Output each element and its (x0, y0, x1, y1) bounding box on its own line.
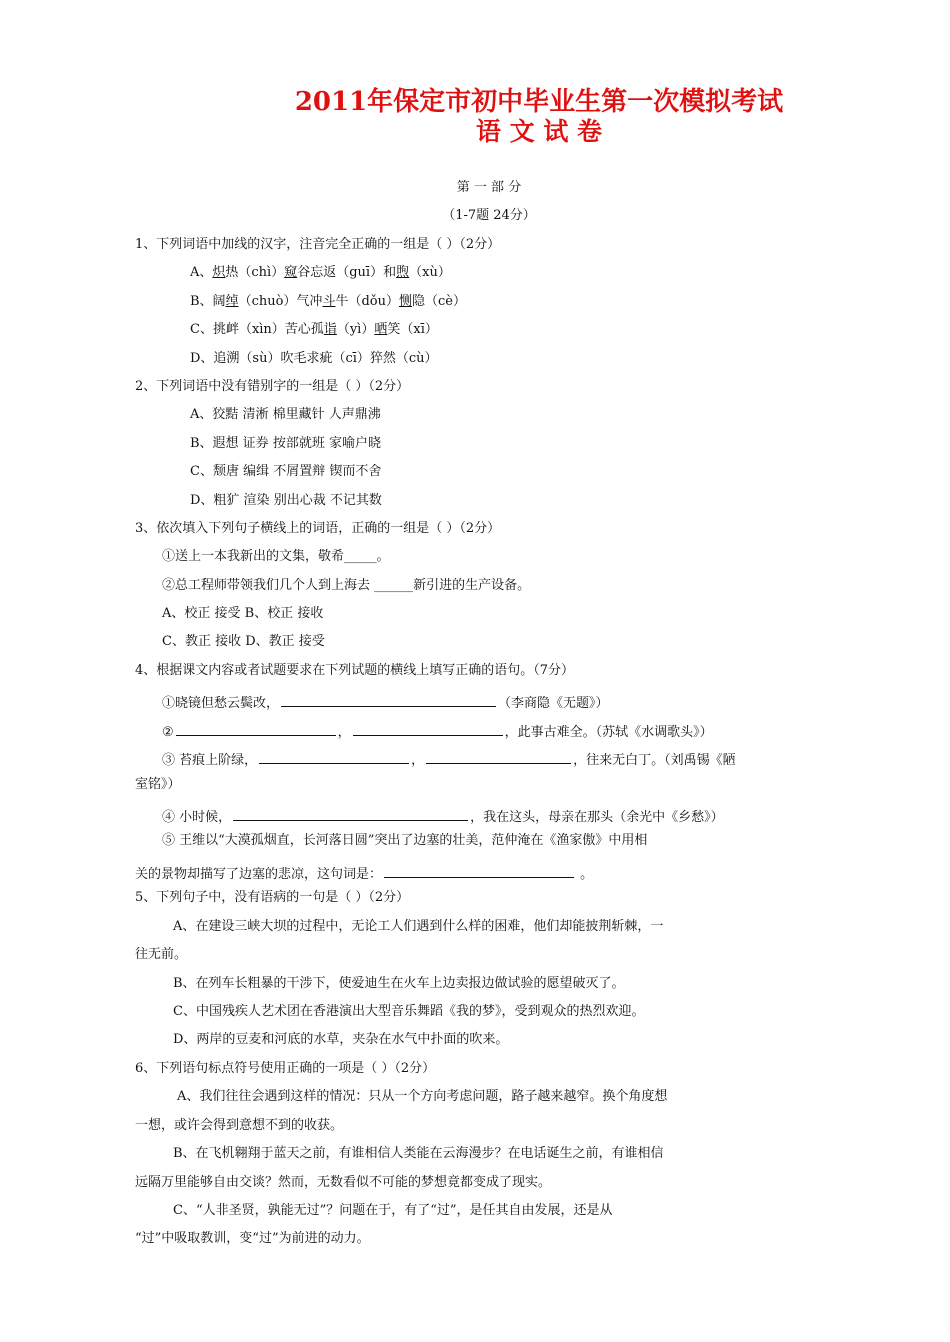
option-text: （chuò）气冲 (238, 294, 323, 309)
question-1-stem: 1、下列词语中加线的汉字，注音完全正确的一组是（ ）（2分） (135, 237, 501, 252)
question-2-option-c: C、颓唐 编缉 不屑置辩 锲而不舍 (190, 464, 382, 479)
underlined-char: 斗 (322, 294, 336, 309)
question-6-stem: 6、下列语句标点符号使用正确的一项是（ ）（2分） (135, 1061, 436, 1076)
question-4-item-3-cont: 室铭》） (135, 777, 181, 792)
part-heading: 第 一 部 分 (456, 180, 522, 195)
underlined-char: 诣 (323, 322, 337, 337)
answer-blank[interactable] (384, 859, 574, 878)
question-5-option-c: C、中国残疾人艺术团在香港演出大型音乐舞蹈《我的梦》，受到观众的热烈欢迎。 (173, 1004, 645, 1019)
item-text: ， (411, 753, 425, 768)
part-range: （1-7题 24分） (442, 208, 536, 223)
exam-subtitle: 语 文 试 卷 (475, 117, 603, 146)
option-text: 谷忘返（guī）和 (297, 265, 397, 280)
question-3-sentence-1: ①送上一本我新出的文集，敬希_____。 (162, 549, 390, 564)
question-4-item-4 (162, 802, 950, 829)
question-6-option-c-cont: “过”中吸取教训，变“过”为前进的动力。 (135, 1231, 370, 1246)
item-text: ④ 小时候， (162, 810, 232, 825)
underlined-char: 恻 (398, 294, 412, 309)
answer-blank[interactable] (426, 745, 571, 764)
item-text: ，此事古难全。（苏轼《水调歌头》） (504, 725, 713, 740)
answer-blank[interactable] (233, 802, 468, 821)
question-2-option-a: A、狡黠 清淅 棉里藏针 人声鼎沸 (190, 407, 381, 422)
answer-blank[interactable] (281, 688, 496, 707)
question-4-item-2 (162, 717, 950, 744)
item-text: （李商隐《无题》） (498, 696, 609, 711)
question-4-item-5-cont (135, 859, 950, 886)
question-3-stem: 3、依次填入下列句子横线上的词语，正确的一组是（ ）（2分） (135, 521, 501, 536)
question-4-stem: 4、根据课文内容或者试题要求在下列试题的横线上填写正确的语句。（7分） (135, 663, 575, 678)
question-5-option-d: D、两岸的豆麦和河底的水草，夹杂在水气中扑面的吹来。 (173, 1032, 509, 1047)
item-text: ② (162, 725, 174, 740)
question-6-option-b: B、在飞机翱翔于蓝天之前，有谁相信人类能在云海漫步？在电话诞生之前，有谁相信 (173, 1146, 664, 1161)
question-6-option-b-cont: 远隔万里能够自由交谈？然而，无数看似不可能的梦想竟都变成了现实。 (135, 1175, 552, 1190)
question-3-options-ab: A、校正 接受 B、校正 接收 (162, 606, 324, 621)
question-3-options-cd: C、教正 接收 D、教正 接受 (162, 634, 325, 649)
question-1-option-d: D、追溯（sù）吹毛求疵（cī）猝然（cù） (190, 351, 438, 366)
option-text: 热（chì） (225, 265, 285, 280)
question-1-option-b (190, 291, 950, 313)
item-text: 。 (576, 867, 594, 882)
question-4-item-5: ⑤ 王维以“大漠孤烟直，长河落日圆”突出了边塞的壮美，范仲淹在《渔家傲》中用相 (162, 833, 648, 848)
question-6-option-a-cont: 一想，或许会得到意想不到的收获。 (135, 1118, 344, 1133)
question-2-stem: 2、下列词语中没有错别字的一组是（ ）（2分） (135, 379, 410, 394)
option-text: 牛（dǒu） (335, 294, 399, 309)
item-text: ①晓镜但愁云鬓改， (162, 696, 280, 711)
item-text: ③ 苔痕上阶绿， (162, 753, 258, 768)
answer-blank[interactable] (353, 717, 503, 736)
underlined-char: 炽 (212, 265, 226, 280)
question-4-item-3 (162, 745, 950, 772)
option-text: B、阔 (190, 294, 226, 309)
question-5-option-b: B、在列车长粗暴的干涉下，使爱迪生在火车上边卖报边做试验的愿望破灭了。 (173, 976, 625, 991)
item-text: 关的景物却描写了边塞的悲凉，这句词是： (135, 867, 383, 882)
question-2-option-b: B、遐想 证券 按部就班 家喻户晓 (190, 436, 381, 451)
question-6-option-c: C、“人非圣贤，孰能无过”？问题在于，有了“过”，是任其自由发展，还是从 (173, 1203, 613, 1218)
option-text: C、挑衅（xìn）苦心孤 (190, 322, 324, 337)
answer-blank[interactable] (176, 717, 336, 736)
option-text: 隐（cè） (412, 294, 466, 309)
option-text: 笑（xī） (387, 322, 438, 337)
question-5-option-a: A、在建设三峡大坝的过程中，无论工人们遇到什么样的困难，他们却能披荆斩棘，一 (173, 919, 664, 934)
underlined-char: 窥 (284, 265, 298, 280)
question-5-option-a-cont: 往无前。 (135, 947, 188, 962)
option-text: （yì） (336, 322, 375, 337)
underlined-char: 哂 (374, 322, 388, 337)
question-1-option-a (190, 262, 950, 284)
question-5-stem: 5、下列句子中，没有语病的一句是（ ）（2分） (135, 890, 410, 905)
option-text: A、 (190, 265, 213, 280)
underlined-char: 绰 (225, 294, 239, 309)
item-text: ， (337, 725, 351, 740)
item-text: ，往来无白丁。（刘禹锡《陋 (573, 753, 736, 768)
question-3-sentence-2: ②总工程师带领我们几个人到上海去 ______新引进的生产设备。 (162, 578, 531, 593)
answer-blank[interactable] (259, 745, 409, 764)
question-2-option-d: D、粗犷 渲染 别出心裁 不记其数 (190, 493, 382, 508)
underlined-char: 煦 (396, 265, 410, 280)
question-1-option-c (190, 319, 950, 341)
option-text: （xù） (409, 265, 451, 280)
question-6-option-a: A、我们往往会遇到这样的情况：只从一个方向考虑问题，路子越来越窄。换个角度想 (177, 1089, 668, 1104)
exam-title: 2011年保定市初中毕业生第一次模拟考试 (294, 87, 784, 117)
question-4-item-1 (162, 688, 950, 715)
item-text: ，我在这头，母亲在那头（余光中《乡愁》） (470, 810, 724, 825)
